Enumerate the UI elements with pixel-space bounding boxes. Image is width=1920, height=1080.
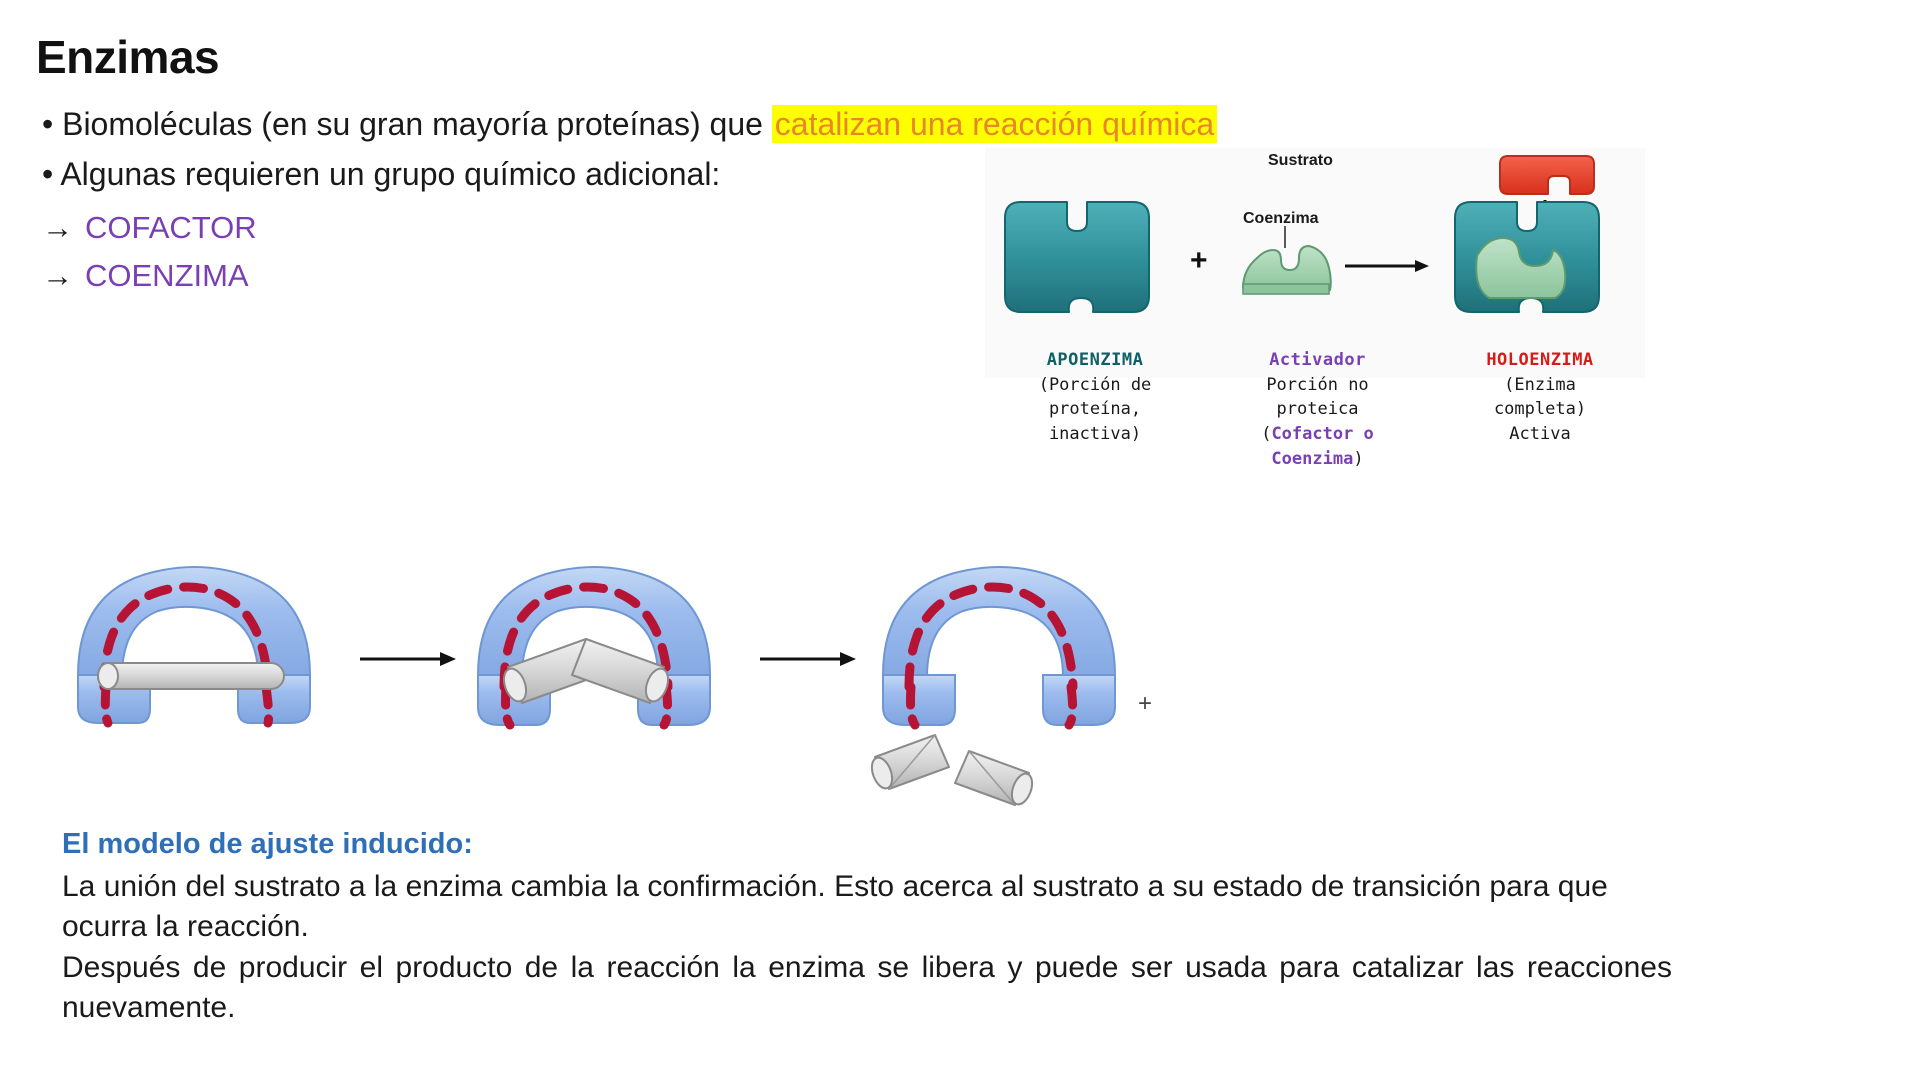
- product-plus-sign: +: [1138, 690, 1153, 717]
- apoenzima-shape: [1005, 202, 1149, 312]
- page-title: Enzimas: [36, 31, 220, 83]
- bullet-item-1: [42, 106, 1217, 143]
- reaction-arrow-icon: [1345, 260, 1429, 272]
- arrow-item-cofactor: [42, 210, 257, 246]
- induced-fit-paragraph-2: Después de producir el producto de la reacción la enzima se libera y puede ser usada para catalizar las reacciones nuevamente.: [62, 951, 1672, 1024]
- induced-fit-paragraph-1: La unión del sustrato a la enzima cambia la confirmación. Esto acerca al sustrato a su estado de transición para que ocurra la reacción.: [62, 870, 1608, 943]
- coenzima-shape: [1243, 246, 1331, 294]
- enzyme-state-3: [868, 567, 1115, 807]
- coenzima-emphasis: Coenzima: [1271, 448, 1354, 469]
- sustrato-shape: [1500, 156, 1594, 194]
- caption-apoenzima-line-2: proteína,: [1048, 399, 1142, 420]
- paren-open: (: [1261, 423, 1272, 444]
- caption-activador-emphasis: [1210, 422, 1425, 447]
- induced-fit-heading: El modelo de ajuste inducido:: [62, 828, 473, 860]
- arrow-right-icon: →: [42, 258, 73, 293]
- caption-activador-line-2: proteica: [1276, 399, 1359, 420]
- caption-activador: [1210, 348, 1425, 471]
- paren-close: ): [1353, 448, 1364, 469]
- caption-activador-line-1: Porción no: [1266, 374, 1369, 395]
- cofactor-emphasis: Cofactor o: [1271, 423, 1374, 444]
- product-fragments: [868, 735, 1036, 807]
- caption-apoenzima-line-1: (Porción de: [1038, 374, 1152, 395]
- caption-apoenzima-title: APOENZIMA: [1046, 350, 1144, 370]
- enzyme-state-2: [478, 567, 710, 725]
- induced-fit-shapes: [60, 535, 1290, 825]
- step-arrow-2-icon: [760, 652, 856, 666]
- holoenzima-shape: [1455, 202, 1599, 312]
- induced-fit-text-block: [62, 828, 1672, 1027]
- caption-holoenzima-title: HOLOENZIMA: [1486, 350, 1594, 370]
- caption-activador-title: Activador: [1269, 350, 1366, 370]
- step-arrow-1-icon: [360, 652, 456, 666]
- arrow-item-coenzima: [42, 258, 249, 294]
- caption-holoenzima-line-1: (Enzima: [1504, 374, 1576, 395]
- holoenzyme-diagram: [985, 148, 1645, 528]
- caption-holoenzima-line-2: completa): [1493, 399, 1587, 420]
- bullet-1-lead: • Biomoléculas (en su gran mayoría proteínas) que: [42, 106, 772, 142]
- arrow-right-icon: →: [42, 210, 73, 245]
- enzyme-state-1: [78, 567, 310, 723]
- caption-holoenzima-line-3: Activa: [1509, 423, 1571, 444]
- caption-apoenzima: [985, 348, 1205, 447]
- caption-activador-emphasis-2: [1210, 447, 1425, 472]
- caption-holoenzima: [1435, 348, 1645, 447]
- caption-apoenzima-line-3: inactiva): [1048, 423, 1142, 444]
- coenzima-label-small: Coenzima: [1243, 210, 1319, 227]
- bullet-item-2: • Algunas requieren un grupo químico adicional:: [42, 156, 721, 192]
- coenzima-label: COENZIMA: [85, 258, 249, 293]
- bullet-1-highlight: catalizan una reacción química: [772, 105, 1217, 143]
- svg-text:+: +: [1190, 244, 1208, 277]
- induced-fit-diagram: [60, 535, 1290, 825]
- holoenzyme-shapes: [985, 148, 1645, 348]
- sustrato-label: Sustrato: [1268, 152, 1333, 169]
- cofactor-label: COFACTOR: [85, 210, 257, 245]
